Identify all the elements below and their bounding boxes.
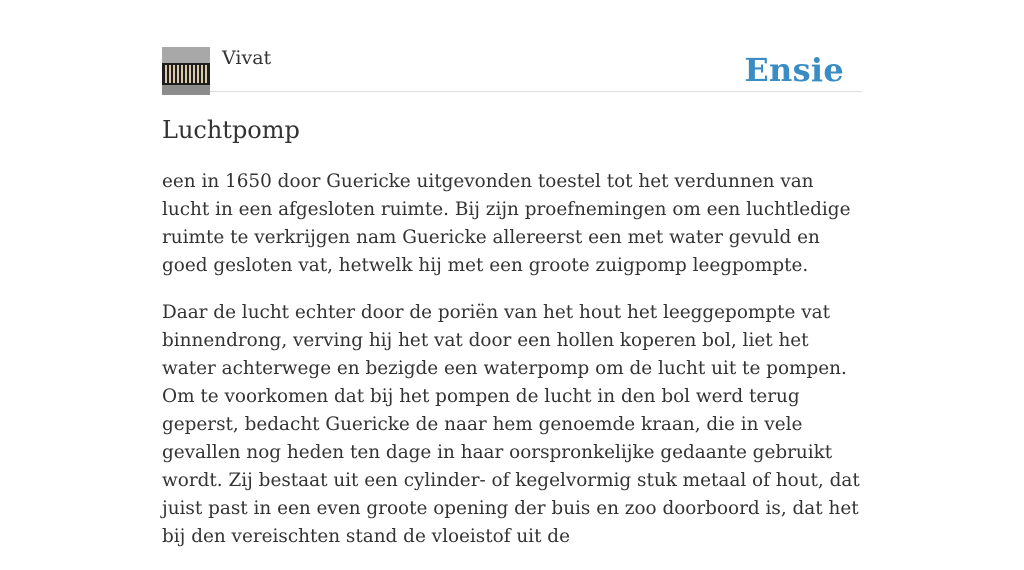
page-title: Luchtpomp	[162, 116, 300, 144]
brand-logo[interactable]: Ensie	[744, 51, 844, 89]
site-header	[162, 46, 862, 92]
avatar-image	[162, 47, 210, 95]
article-paragraph: een in 1650 door Guericke uitgevonden toestel tot het verdunnen van lucht in een afgesloten ruimte. Bij zijn proefnemingen om een luchtledige ruimte te verkrijgen nam Guericke allereerst een met water gevuld en goed gesloten vat, hetwelk hij met een groote zuigpomp leegpompte.	[162, 171, 851, 276]
author-name[interactable]: Vivat	[222, 47, 272, 69]
article-body	[162, 168, 862, 570]
avatar[interactable]	[162, 47, 210, 95]
article-paragraph: Daar de lucht echter door de poriën van het hout het leeggepompte vat binnendrong, verving hij het vat door een hollen koperen bol, liet het water achterwege en bezigde een waterpomp om de lucht uit te pompen. Om te voorkomen dat bij het pompen de lucht in den bol werd terug geperst, bedacht Guericke de naar hem genoemde kraan, die in vele gevallen nog heden ten dage in haar oorspronkelijke gedaante gebruikt wordt. Zij bestaat uit een cylinder- of kegelvormig stuk metaal of hout, dat juist past in een even groote opening der buis en zoo doorboord is, dat het bij den vereischten stand de vloeistof uit de	[162, 302, 860, 547]
